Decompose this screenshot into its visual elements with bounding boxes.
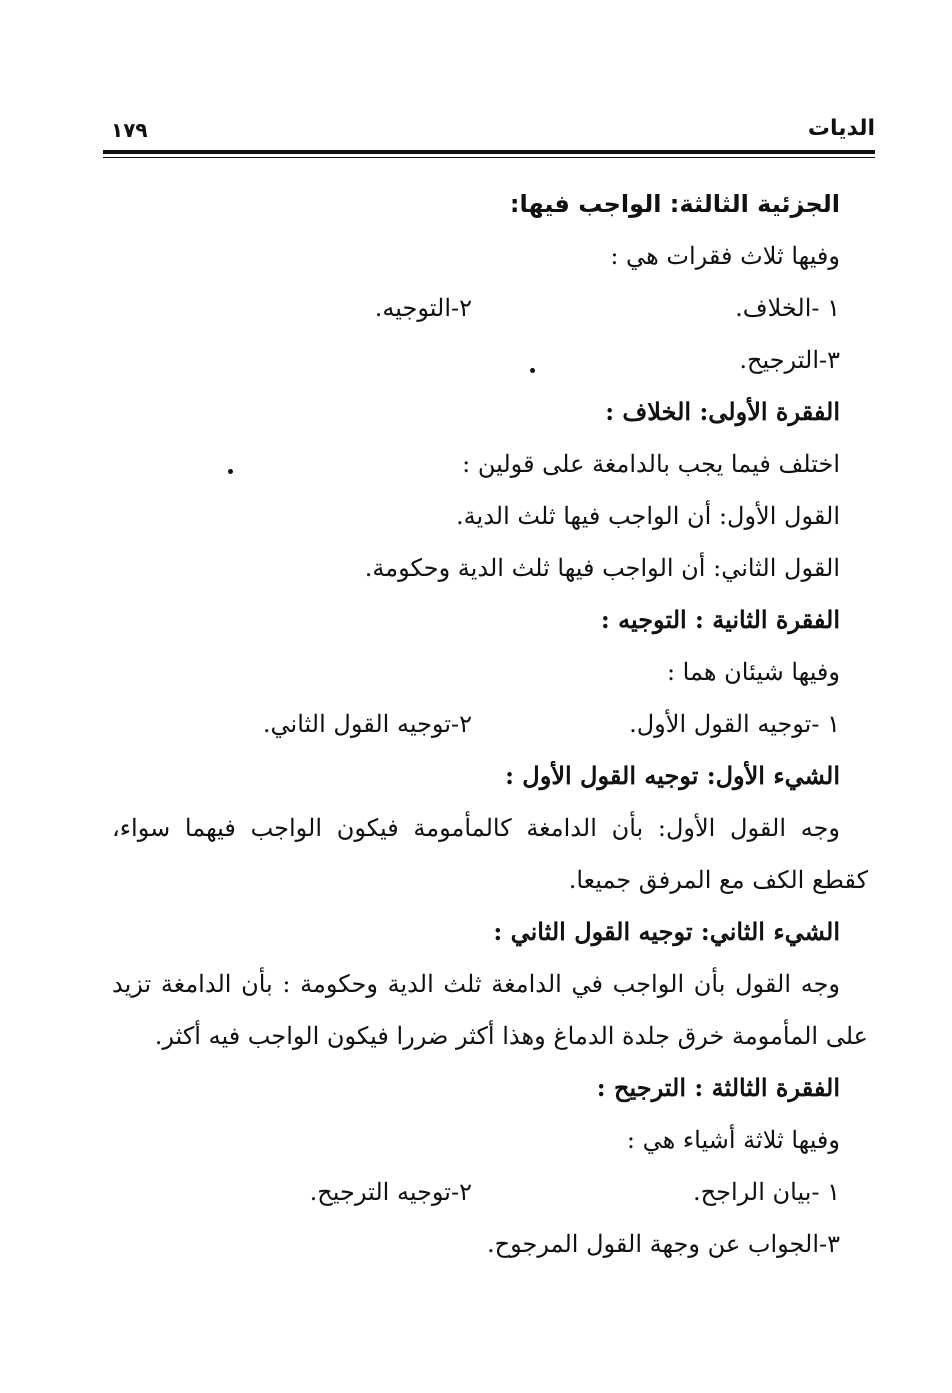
paragraph-line: وفيها شيئان هما : [666, 658, 840, 686]
paragraph-line: وجه القول الأول: بأن الدامغة كالمأمومة فيكون الواجب فيهما سواء، [112, 814, 840, 842]
header-rule-thin [103, 157, 875, 158]
paragraph-line: على المأمومة خرق جلدة الدماغ وهذا أكثر ضررا فيكون الواجب فيه أكثر. [154, 1022, 868, 1050]
list-item: ٢-التوجيه. [374, 294, 472, 322]
paragraph-line: وفيها ثلاثة أشياء هي : [626, 1126, 840, 1154]
running-title: الديات [807, 116, 875, 141]
paragraph-line: وجه القول بأن الواجب في الدامغة ثلث الدية وحكومة : بأن الدامغة تزيد [112, 970, 840, 998]
section-heading: الجزئية الثالثة: الواجب فيها: [509, 190, 840, 218]
stray-mark [530, 368, 535, 373]
page-header [103, 112, 875, 152]
list-item: ١ -الخلاف. [735, 294, 840, 322]
paragraph-line: اختلف فيما يجب بالدامغة على قولين : [462, 450, 840, 478]
list-item: ٢-توجيه القول الثاني. [262, 710, 472, 738]
list-item: ٢-توجيه الترجيح. [309, 1178, 472, 1206]
subsection-heading: الفقرة الثالثة : الترجيح : [596, 1073, 840, 1102]
subsection-heading: الشيء الأول: توجيه القول الأول : [505, 761, 840, 790]
list-item: ٣-الجواب عن وجهة القول المرجوح. [486, 1230, 840, 1258]
list-item: ٣-الترجيح. [739, 346, 840, 374]
list-item: ١ -بيان الراجح. [693, 1178, 840, 1206]
subsection-heading: الفقرة الثانية : التوجيه : [600, 605, 840, 634]
header-rule-thick [103, 150, 875, 154]
subsection-heading: الفقرة الأولى: الخلاف : [605, 397, 840, 426]
paragraph-line: القول الأول: أن الواجب فيها ثلث الدية. [456, 502, 840, 530]
stray-mark [228, 469, 233, 474]
list-item: ١ -توجيه القول الأول. [629, 710, 840, 738]
paragraph-line: وفيها ثلاث فقرات هي : [610, 242, 840, 270]
subsection-heading: الشيء الثاني: توجيه القول الثاني : [493, 917, 840, 946]
paragraph-line: كقطع الكف مع المرفق جميعا. [568, 866, 868, 894]
page-number: ١٧٩ [111, 118, 148, 142]
paragraph-line: القول الثاني: أن الواجب فيها ثلث الدية وحكومة. [364, 554, 840, 582]
